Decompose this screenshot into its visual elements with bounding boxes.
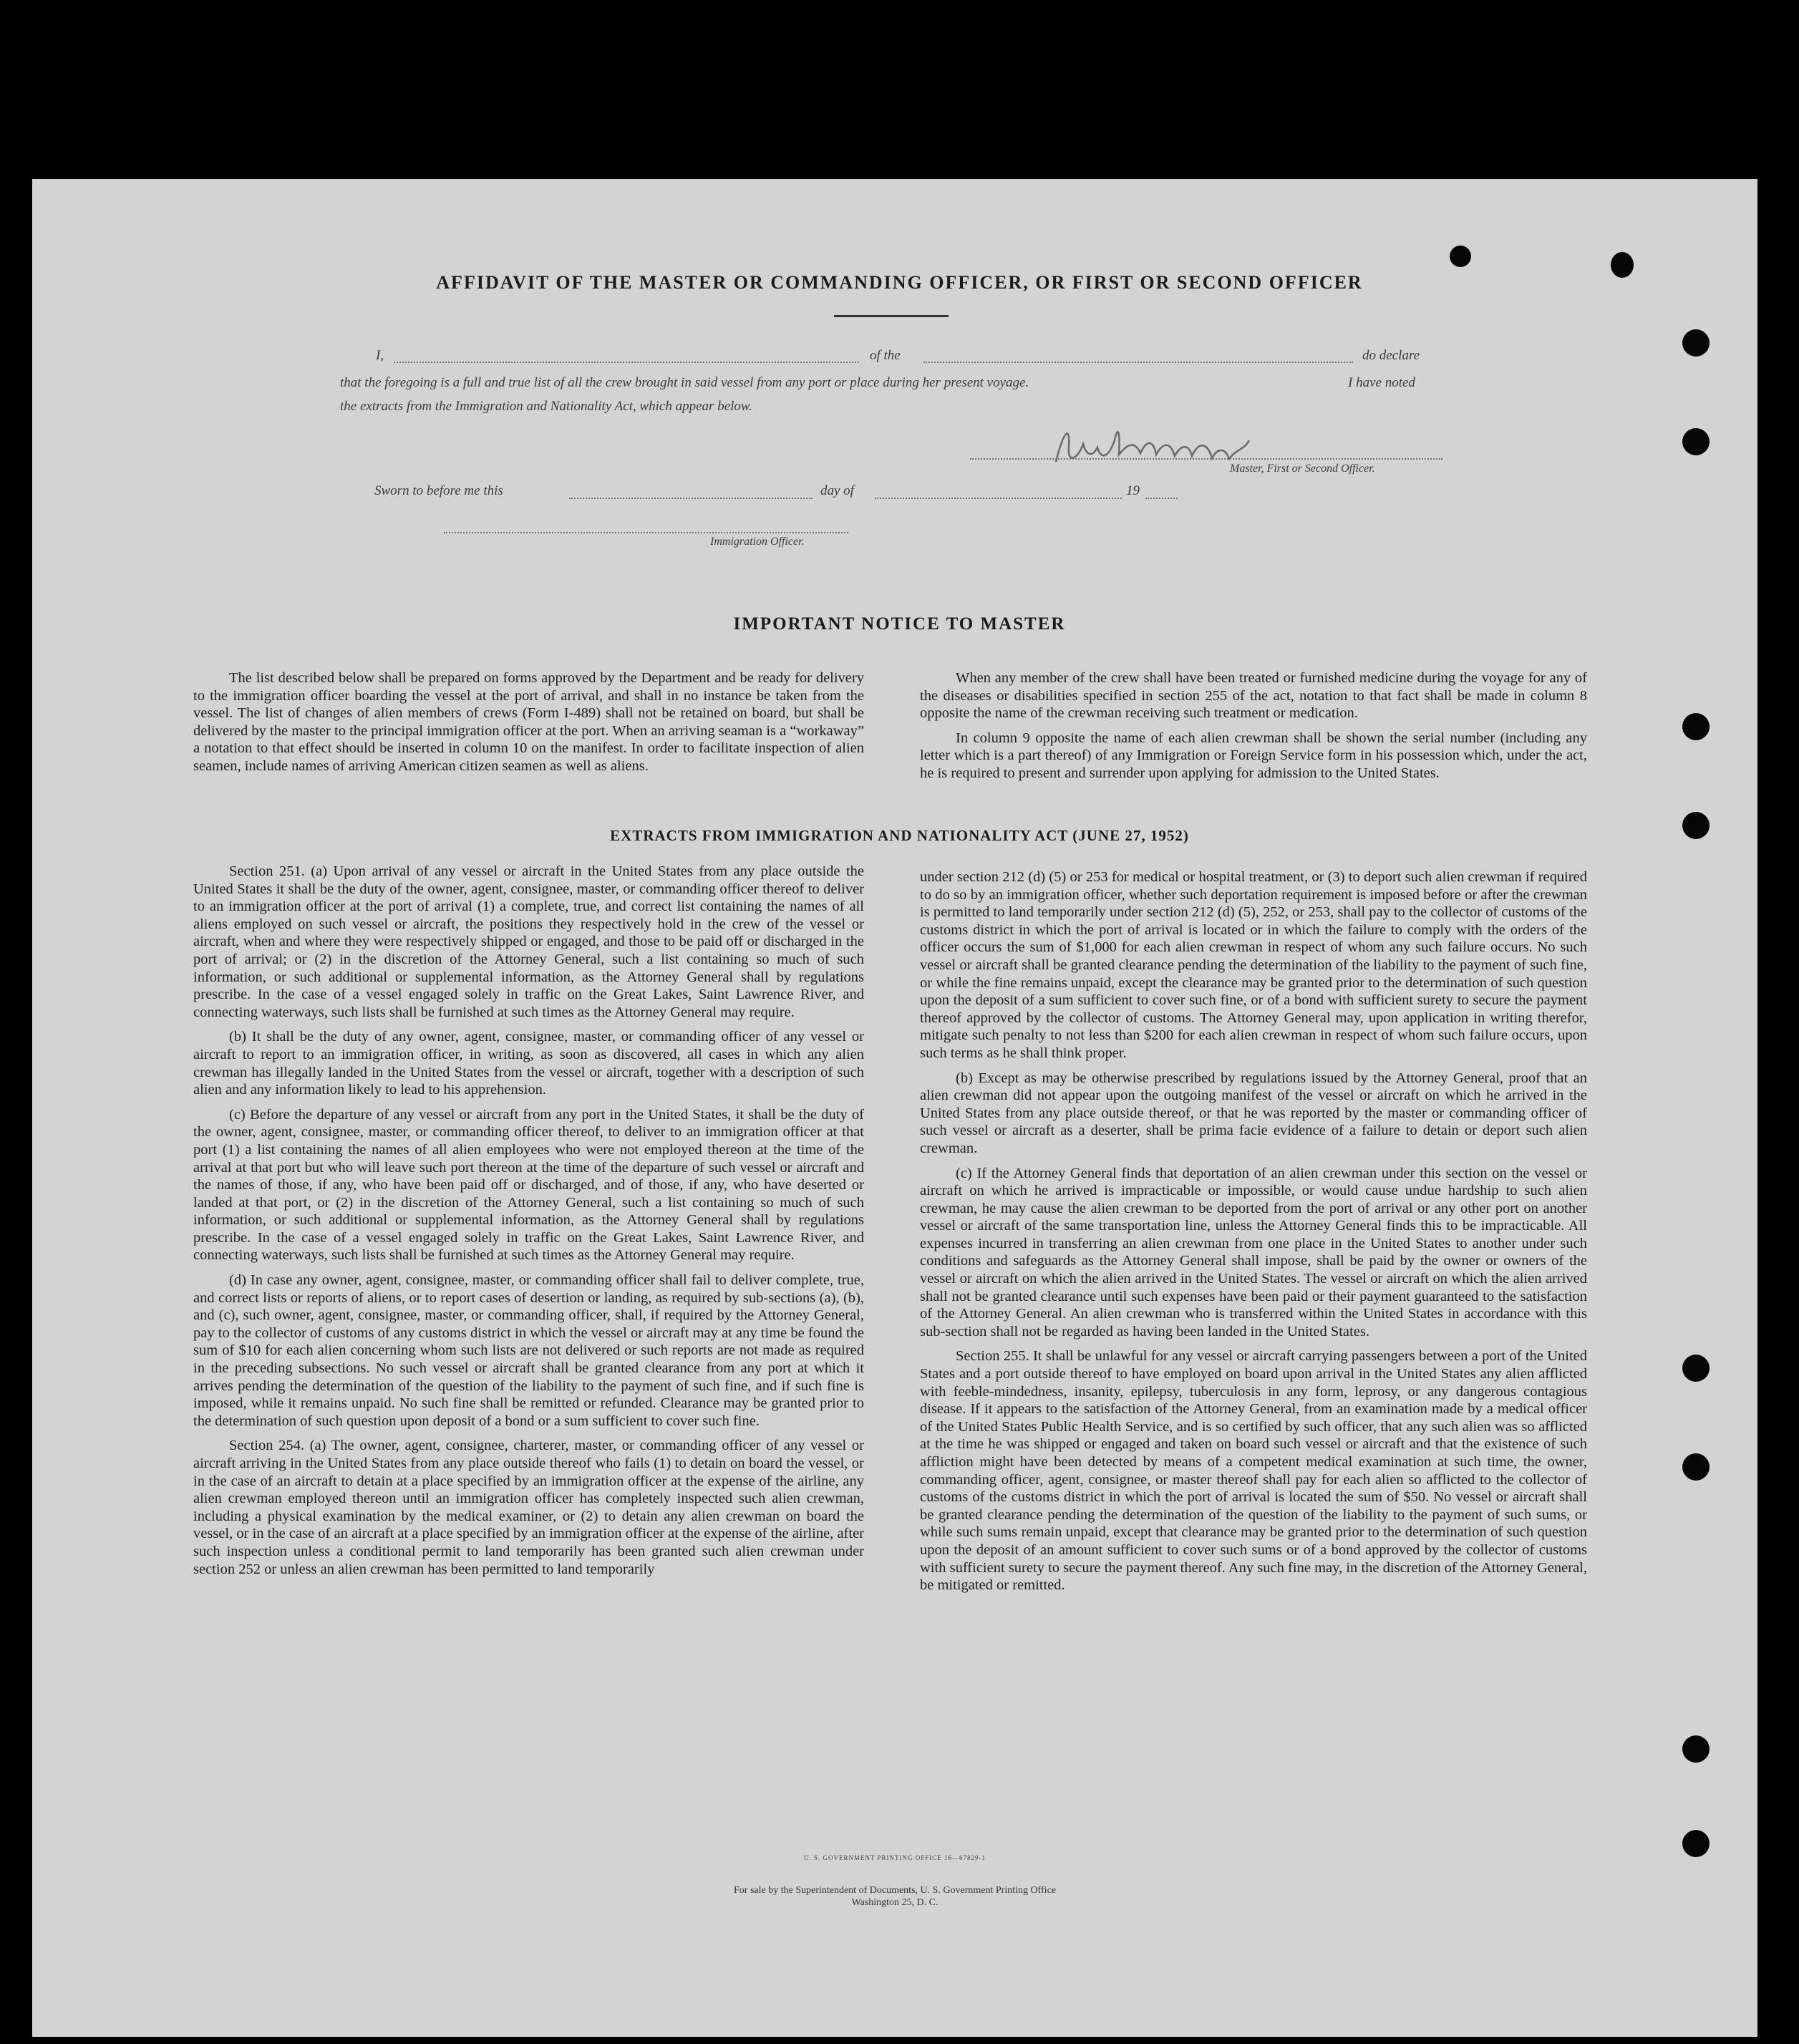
punch-hole xyxy=(1682,428,1710,455)
of-the-label: of the xyxy=(870,348,901,363)
section-paragraph: (d) In case any owner, agent, consignee, master, or commanding officer shall fail to deliver complete, true, and correct lists or reports of aliens, or to report cases of desertion or landing, as required by sub-sections (a), (b), and (c), such owner, agent, consignee, master, or commanding officer, shall, if required by the Attorney General, pay to the collector of customs of any customs district in which the vessel or aircraft may at any time be found the sum of $10 for each alien concerning whom such lists are not delivered or such reports are not made as required in the preceding subsections. No such vessel or aircraft shall be granted clearance from any port at which it arrives pending the determination of the question of the liability to the payment of such fine, and if such fine is imposed, while it remains unpaid. No such fine shall be remitted or refunded. Clearance may be granted prior to the determination of such question upon deposit of a bond or a sum sufficient to cover such fine. xyxy=(193,1272,864,1429)
notice-title: IMPORTANT NOTICE TO MASTER xyxy=(733,614,1066,634)
footer-line2: Washington 25, D. C. xyxy=(851,1897,939,1908)
sale-footer xyxy=(573,1884,1217,1909)
extracts-title: EXTRACTS FROM IMMIGRATION AND NATIONALITY ACT (JUNE 27, 1952) xyxy=(610,827,1189,844)
title-rule xyxy=(834,315,949,317)
sworn-label: Sworn to before me this xyxy=(374,483,503,498)
affidavit-i-label: I, xyxy=(376,348,384,363)
section-paragraph: Section 254. (a) The owner, agent, consignee, charterer, master, or commanding officer of any vessel or aircraft arriving in the United States from any place outside thereof who fails (1) to detain on board the vessel, or in the case of an aircraft to detain at a place specified by an immigration officer at the expense of the airline, any alien crewman employed thereon until an immigration officer has completely inspected such alien crewman, including a physical examination by the medical examiner, or (2) to detain any alien crewman on board the vessel, or in the case of an aircraft at a place specified by an immigration officer at the expense of the airline, after such inspection unless a conditional permit to land temporarily has been granted such alien crewman under section 252 or unless an alien crewman has been permitted to land temporarily xyxy=(193,1438,864,1577)
footer-line1: For sale by the Superintendent of Documents, U. S. Government Printing Office xyxy=(734,1885,1056,1896)
punch-hole xyxy=(1682,1735,1710,1763)
affidavit-line3: the extracts from the Immigration and Nationality Act, which appear below. xyxy=(340,399,752,414)
section-paragraph: (b) Except as may be otherwise prescribed by regulations issued by the Attorney General, proof that an alien crewman did not appear upon the outgoing manifest of the vessel or aircraft on which he arrived in the United States from any place outside thereof, or that he was reported by the master or commanding officer of such vessel or aircraft as a deserter, shall be prima facie evidence of a failure to detain or deport such alien crewman. xyxy=(920,1070,1587,1156)
affidavit-title: AFFIDAVIT OF THE MASTER OR COMMANDING OFFICER, OR FIRST OR SECOND OFFICER xyxy=(436,272,1363,293)
punch-hole xyxy=(1682,1453,1710,1481)
signature-caption: Master, First or Second Officer. xyxy=(1230,462,1375,475)
officer-signature-blank[interactable] xyxy=(444,532,848,533)
punch-hole xyxy=(1682,329,1710,357)
section-paragraph: under section 212 (d) (5) or 253 for medical or hospital treatment, or (3) to deport such alien crewman if required to do so by an immigration officer, whether such deportation requirement is imposed before or after the crewman is permitted to land temporarily under section 212 (d) (5), 252, or 253, shall pay to the collector of customs of the customs district in which the port of arrival is located or in which the failure to comply with the orders of the officer occurs the sum of $1,000 for each alien crewman in respect of whom any such failure occurs. No such vessel or aircraft shall be granted clearance pending the determination of the liability to the payment of such fine, or while the fine remains unpaid, except the clearance may be granted prior to the determination of such question upon the deposit of a sum sufficient to cover such fine, or of a bond with sufficient surety to secure the payment thereof approved by the collector of customs. The Attorney General may, upon application in writing therefor, mitigate such penalty to not less than $200 for each alien crewman in respect of whom such failure occurs, upon such terms as he shall think proper. xyxy=(920,869,1587,1061)
notice-paragraph: The list described below shall be prepared on forms approved by the Department and be ready for delivery to the immigration officer boarding the vessel at the port of arrival, and shall in no instance be taken from the vessel. The list of changes of alien members of crews (Form I-489) shall not be retained on board, but shall be delivered by the master to the principal immigration officer at the port. When an arriving seaman is a “workaway” a notation to that effect should be inserted in column 10 on the manifest. In order to facilitate inspection of alien seamen, include names of arriving American citizen seamen as well as aliens. xyxy=(193,670,864,774)
punch-hole xyxy=(1682,713,1710,740)
affidavit-line2-end: I have noted xyxy=(1348,375,1415,390)
affidavit-line2: that the foregoing is a full and true list of all the crew brought in said vessel from any port or place during her present voyage. xyxy=(340,375,1029,390)
notice-left-column xyxy=(193,669,864,783)
day-of-label: day of xyxy=(820,483,854,498)
punch-hole xyxy=(1682,1355,1710,1382)
section-paragraph: (b) It shall be the duty of any owner, agent, consignee, master, or commanding officer of any vessel or aircraft to report to an immigration officer, in writing, as soon as discovered, all cases in which any alien crewman has illegally landed in the United States from the vessel or aircraft, together with a description of such alien and any information likely to lead to his apprehension. xyxy=(193,1029,864,1098)
officer-caption: Immigration Officer. xyxy=(710,536,805,548)
handwritten-signature xyxy=(1049,419,1278,469)
name-blank[interactable] xyxy=(394,362,859,363)
notice-right-column xyxy=(920,669,1587,790)
year-label: 19 xyxy=(1126,483,1140,498)
section-paragraph: Section 255. It shall be unlawful for any vessel or aircraft carrying passengers between a port of the United States and a port outside thereof to have employed on board upon arrival in the United States any alien afflicted with feeble-mindedness, insanity, epilepsy, tuberculosis in any form, leprosy, or any dangerous contagious disease. If it appears to the satisfaction of the Attorney General, from an examination made by a medical officer of the United States Public Health Service, and is so certified by such officer, that any such alien was so afflicted at the time he was shipped or engaged and taken on board such vessel or aircraft and that the existence of such affliction might have been detected by means of a competent medical examination at such time, the owner, commanding officer, agent, consignee, or master thereof shall pay for each alien so afflicted to the collector of customs of the customs district in which the port of arrival is located the sum of $50. No vessel or aircraft shall be granted clearance pending the determination of the question of the liability to the payment of such sums, or while such sums remain unpaid, except that clearance may be granted prior to the determination of such question upon the deposit of an amount sufficient to cover such sums or of a bond approved by the collector of customs with sufficient surety to secure the payment thereof. Any such fine may, in the discretion of the Attorney General, be mitigated or remitted. xyxy=(920,1348,1587,1594)
declare-label: do declare xyxy=(1362,348,1420,363)
section-paragraph: (c) If the Attorney General finds that deportation of an alien crewman under this section on the vessel or aircraft on which he arrived is impracticable or impossible, or would cause undue hardship to such alien crewman, he may cause the alien crewman to be deported from the port of arrival or any other port on another vessel or aircraft of the same transportation line, unless the Attorney General finds this to be impracticable. All expenses incurred in transferring an alien crewman from one place in the United States to another under such conditions and safeguards as the Attorney General shall impose, shall be paid by the owner or owners of the vessel or aircraft on which the alien arrived in the United States. The vessel or aircraft on which the alien arrived shall not be granted clearance until such expenses have been paid or their payment guaranteed to the satisfaction of the Attorney General. An alien crewman who is transferred within the United States in accordance with this sub-section shall not be regarded as having been landed in the United States. xyxy=(920,1165,1587,1340)
section-paragraph: Section 251. (a) Upon arrival of any vessel or aircraft in the United States from any place outside the United States it shall be the duty of the owner, agent, consignee, master, or commanding officer thereof to deliver to an immigration officer at the port of arrival (1) a complete, true, and correct list containing the names of all aliens employed on such vessel or aircraft, the positions they respectively hold in the crew of the vessel or aircraft, when and where they were respectively shipped or engaged, and those to be paid off or discharged in the port of arrival; or (2) in the discretion of the Attorney General, such a list containing so much of such information, or such additional or supplemental information, as the Attorney General shall by regulations prescribe. In the case of a vessel engaged solely in traffic on the Great Lakes, Saint Lawrence River, and connecting waterways, such lists shall be furnished at such times as the Attorney General may require. xyxy=(193,863,864,1020)
extracts-left-column xyxy=(193,863,864,1585)
punch-hole xyxy=(1450,246,1471,267)
printing-office-line: U. S. GOVERNMENT PRINTING OFFICE 16—67829-1 xyxy=(803,1854,986,1861)
notice-paragraph: When any member of the crew shall have been treated or furnished medicine during the voyage for any of the diseases or disabilities specified in section 255 of the act, notation to that fact shall be made in column 8 opposite the name of the crewman receiving such treatment or medication. xyxy=(920,670,1587,722)
extracts-right-column xyxy=(920,868,1587,1602)
sworn-day-blank[interactable] xyxy=(569,498,813,499)
punch-hole xyxy=(1682,1830,1710,1857)
vessel-blank[interactable] xyxy=(923,362,1353,363)
notice-paragraph: In column 9 opposite the name of each alien crewman shall be shown the serial number (including any letter which is a part thereof) of any Immigration or Foreign Service form in his possession which, under the act, he is required to present and surrender upon applying for admission to the United States. xyxy=(920,730,1587,781)
sworn-month-blank[interactable] xyxy=(875,498,1122,499)
section-paragraph: (c) Before the departure of any vessel or aircraft from any port in the United States, it shall be the duty of the owner, agent, consignee, master, or commanding officer thereof, to deliver to an immigration officer at that port (1) a list containing the names of all alien employees who were not employed thereon at the time of the arrival at that port but who will leave such port thereon at the time of the departure of such vessel or aircraft and the names of those, if any, who have been paid off or discharged, and of those, if any, who have deserted or landed at that port, or (2) in the discretion of the Attorney General, such a list containing so much of such information, or such additional or supplemental information, as the Attorney General shall by regulations prescribe. In the case of a vessel engaged solely in traffic on the Great Lakes, Saint Lawrence River, and connecting waterways, such lists shall be furnished at such times as the Attorney General may require. xyxy=(193,1106,864,1264)
sworn-year-blank[interactable] xyxy=(1145,498,1178,499)
